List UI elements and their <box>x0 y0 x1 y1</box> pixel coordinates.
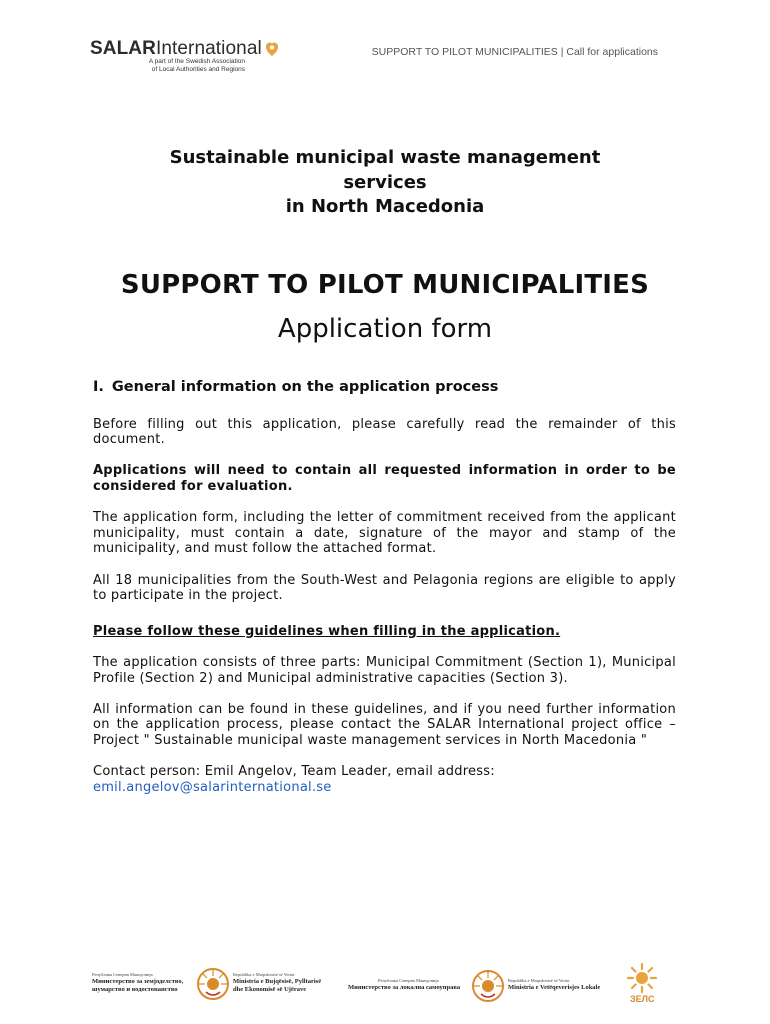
section-heading <box>93 380 676 396</box>
paragraph-6: All information can be found in these guidelines, and if you need further information on the application process, please contact the SALAR International project office – Project " Sustainable municipal waste management services in North Macedonia " <box>93 701 676 748</box>
ministry1-name-mk-2: шумарство и водостопанство <box>92 986 178 993</box>
header-running-title: SUPPORT TO PILOT MUNICIPALITIES | Call for applications <box>371 46 658 58</box>
ministry1-name-mk-1: Министерство за земјоделство, <box>92 978 184 985</box>
logo-sub-line1: A part of the Swedish Association <box>148 58 245 65</box>
logo-sub-line2: of Local Authorities and Regions <box>151 66 245 73</box>
logo-name-bold: SALAR <box>90 38 156 59</box>
logo-wordmark <box>90 38 279 60</box>
section-heading-text: General information on the application process <box>111 379 499 395</box>
title-line3: in North Macedonia <box>285 196 485 217</box>
main-heading: SUPPORT TO PILOT MUNICIPALITIES <box>120 270 650 300</box>
paragraph-5: The application consists of three parts: Municipal Commitment (Section 1), Municipal Profile (Section 2) and Municipal administrative capacities (Section 3). <box>93 654 676 686</box>
zels-sun-icon <box>625 962 659 994</box>
document-title <box>80 146 690 220</box>
ministry1-mk-block <box>92 972 183 994</box>
ministry2-country-mk: Република Северна Македонија <box>378 978 439 983</box>
ministry1-country-mk: Република Северна Македонија <box>92 972 153 977</box>
ministry2-country-sq: Republika e Maqedonisë së Veriut <box>508 978 570 983</box>
ministry1-name-sq-1: Ministria e Bujqësisë, Pylltarisë <box>233 978 322 985</box>
contact-email-link[interactable]: emil.angelov@salarinternational.se <box>93 779 332 795</box>
logo-name-rest: International <box>155 38 262 59</box>
ministry1-country-sq: Republika e Maqedonisë së Veriut <box>233 972 295 977</box>
coat-of-arms-icon <box>196 964 230 1004</box>
title-line1: Sustainable municipal waste management <box>169 147 601 168</box>
footer-logos <box>90 960 690 1010</box>
guideline-heading: Please follow these guidelines when filling in the application. <box>93 623 561 639</box>
title-line2: services <box>343 171 427 193</box>
paragraph-requirements: Applications will need to contain all requested information in order to be considered for evaluation. <box>93 463 676 494</box>
section-number: I. <box>93 379 104 395</box>
logo-subtitle <box>110 58 245 74</box>
ministry2-mk-block <box>348 978 460 992</box>
paragraph-1: Before filling out this application, please carefully read the remainder of this document. <box>93 416 676 448</box>
ministry2-sq-block <box>508 978 600 992</box>
zels-label: ЗЕЛС <box>630 994 655 1004</box>
sub-heading: Application form <box>277 314 493 344</box>
ministry2-name-sq: Ministria e Vetëqeverisjes Lokale <box>508 984 601 991</box>
salar-logo <box>90 38 279 73</box>
document-body <box>93 380 676 795</box>
ministry1-name-sq-2: dhe Ekonomisë së Ujërave <box>233 986 307 993</box>
paragraph-4: All 18 municipalities from the South-West and Pelagonia regions are eligible to apply to participate in the project. <box>93 572 676 604</box>
paragraph-3: The application form, including the letter of commitment received from the applicant municipality, must contain a date, signature of the mayor and stamp of the municipality, and must follow the attached format. <box>93 510 676 557</box>
ministry2-name-mk: Министерство за локална самоуправа <box>348 984 461 991</box>
contact-line: Contact person: Emil Angelov, Team Leader, email address: <box>93 764 495 780</box>
logo-heart-icon <box>265 40 279 58</box>
coat-of-arms-icon-2 <box>471 966 505 1006</box>
ministry1-sq-block <box>233 972 321 994</box>
